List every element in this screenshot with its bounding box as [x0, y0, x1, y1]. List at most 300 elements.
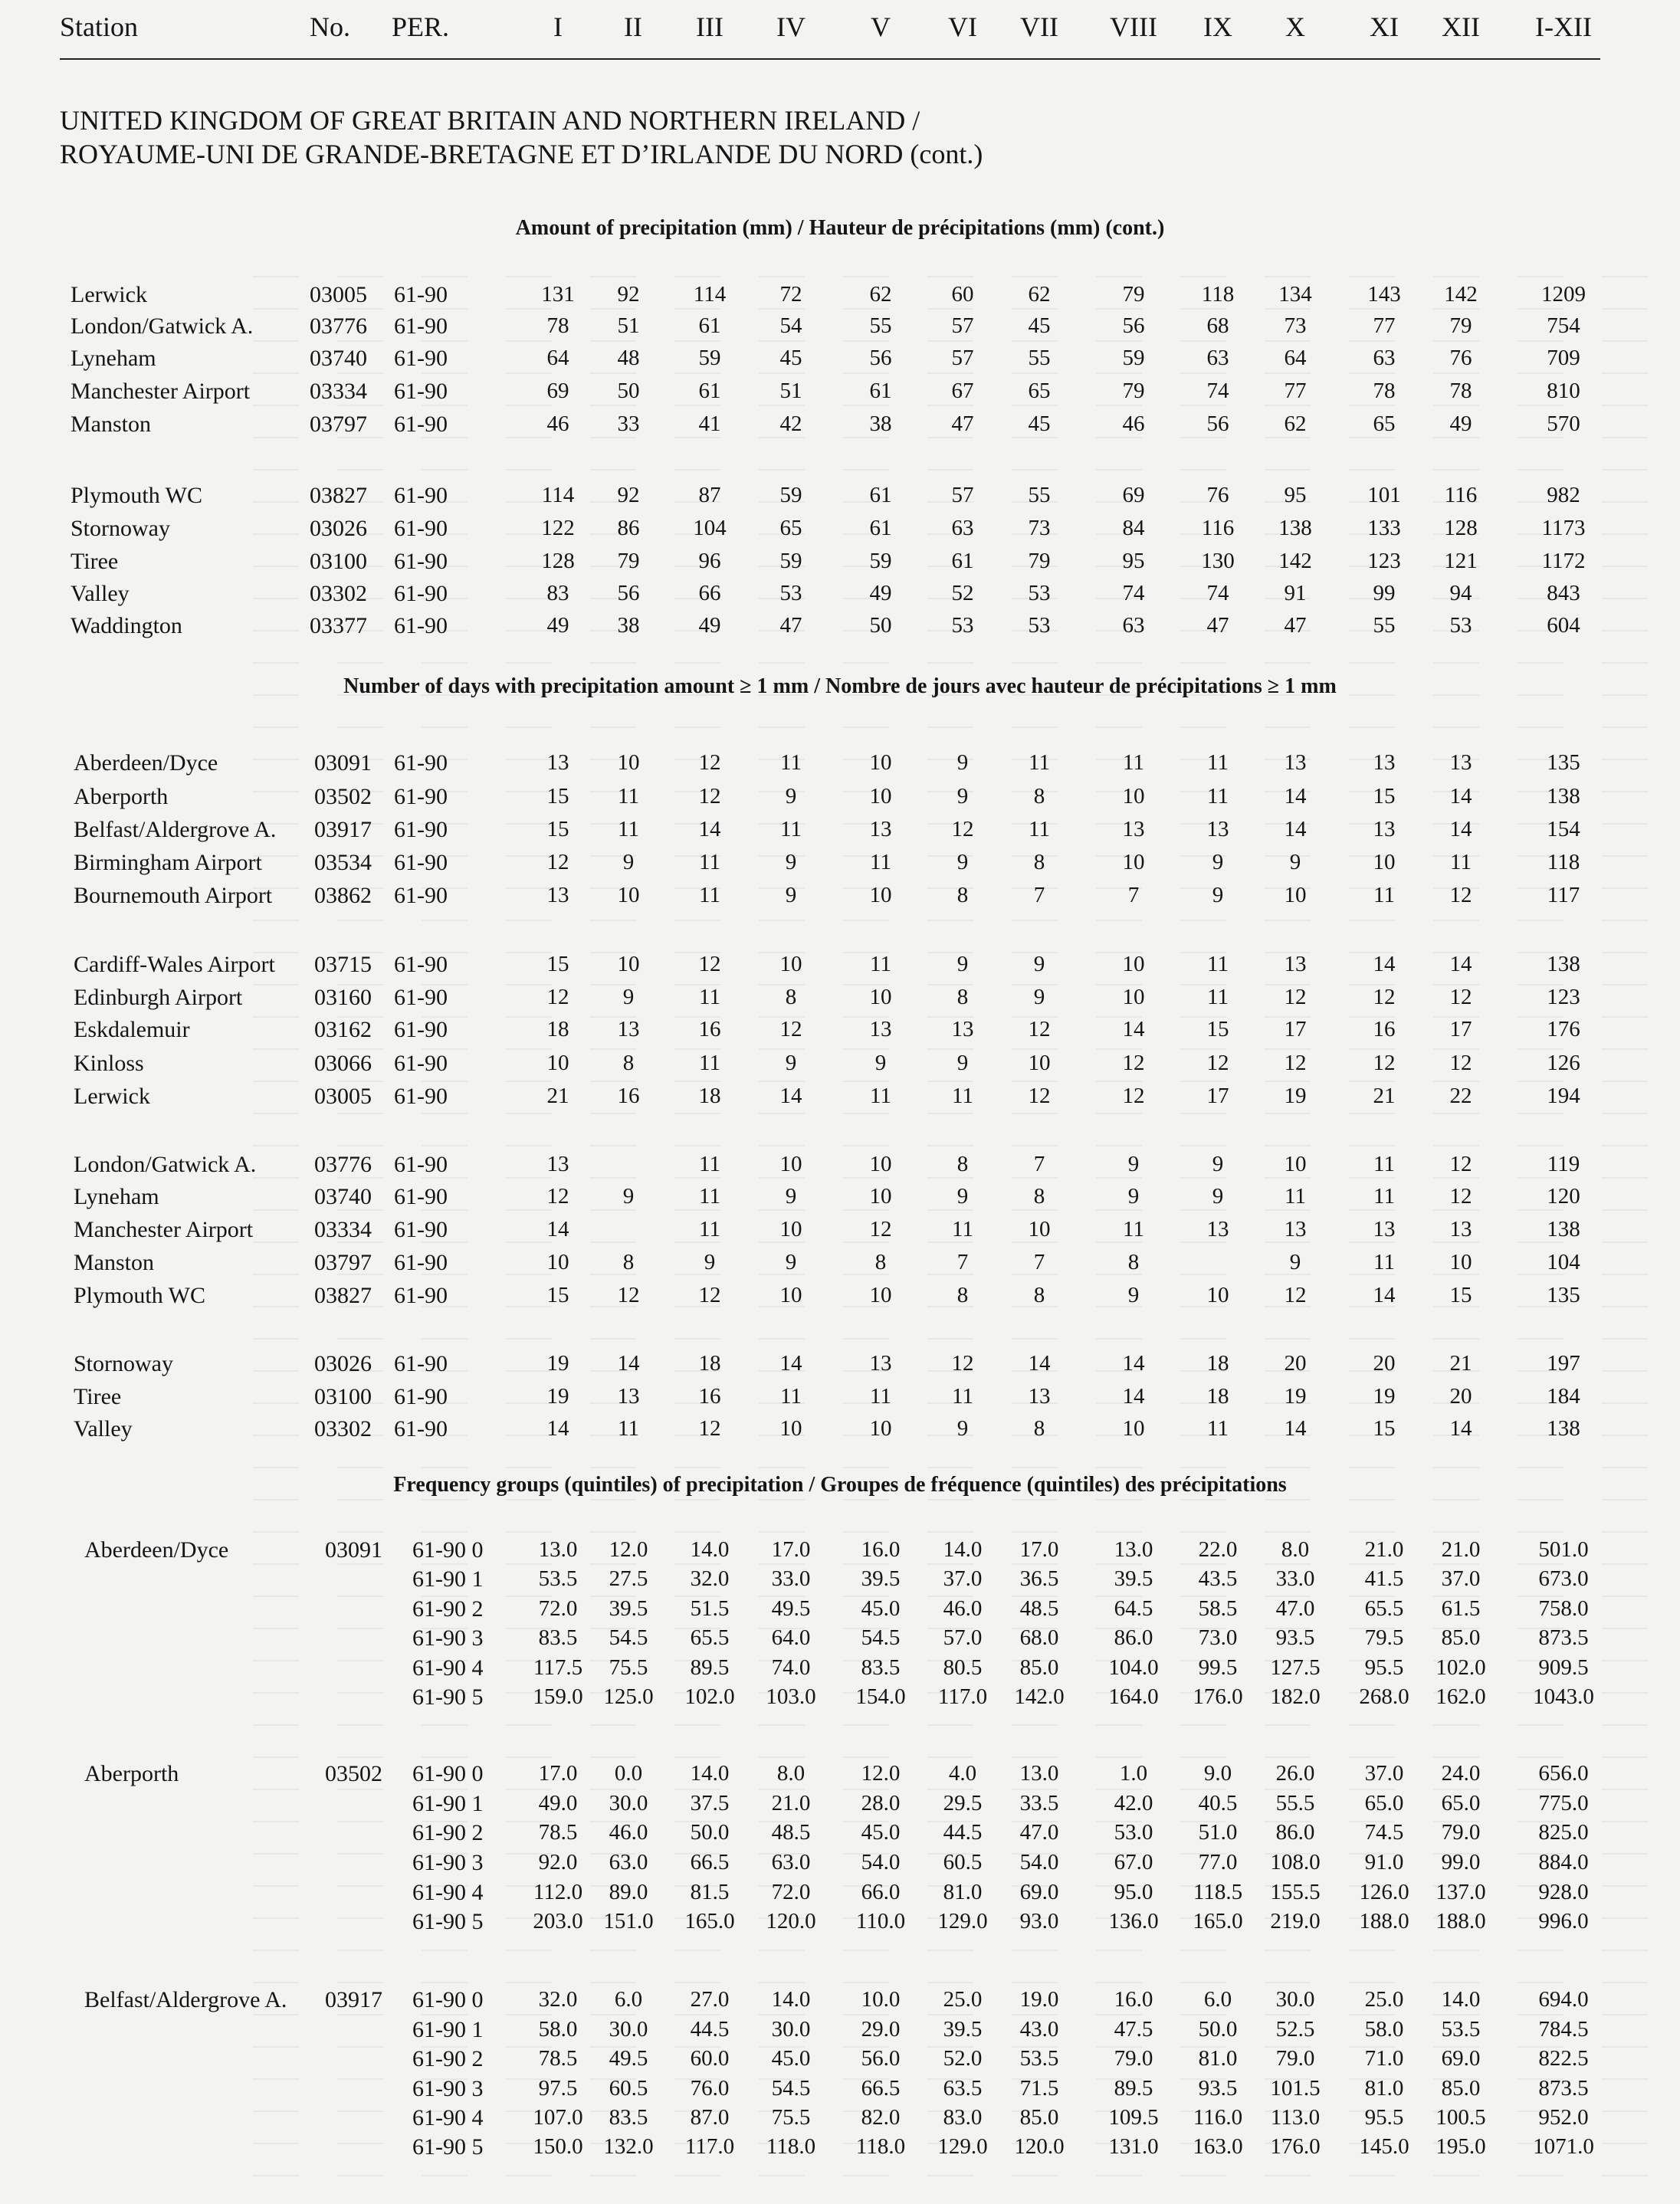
value-cell: 10 [1284, 1152, 1307, 1176]
table-row [0, 784, 1680, 818]
value-cell: 14 [1449, 1416, 1472, 1441]
value-cell: 219.0 [1270, 1909, 1321, 1933]
value-cell: 77.0 [1198, 1850, 1238, 1874]
column-header: I [553, 11, 563, 42]
value-cell: 108.0 [1270, 1850, 1321, 1874]
table-row [0, 282, 1680, 316]
value-cell: 12 [1449, 1152, 1472, 1176]
period: 61-90 [394, 850, 448, 875]
table-row [0, 750, 1680, 784]
value-cell: 8 [1033, 1416, 1045, 1441]
value-cell: 673.0 [1538, 1566, 1589, 1591]
value-cell: 46.0 [943, 1596, 983, 1621]
value-cell: 83.0 [943, 2105, 983, 2130]
station-number: 03026 [314, 1351, 372, 1376]
value-cell: 150.0 [533, 2134, 583, 2159]
value-cell: 19 [1284, 1384, 1307, 1409]
value-cell: 81.0 [1364, 2076, 1404, 2101]
value-cell: 11 [699, 1051, 720, 1075]
value-cell: 21.0 [1364, 1537, 1404, 1562]
bleed-through-line [230, 1338, 1648, 1340]
column-header: III [696, 11, 724, 42]
value-cell: 96 [698, 549, 721, 573]
value-cell: 65.5 [690, 1625, 730, 1650]
value-cell: 137.0 [1436, 1880, 1486, 1904]
value-cell: 13 [869, 1017, 892, 1041]
value-cell: 47 [779, 613, 802, 638]
table-row [0, 1987, 1680, 2021]
value-cell: 51.0 [1198, 1820, 1238, 1845]
period: 61-90 2 [412, 1596, 484, 1622]
value-cell: 16 [617, 1084, 640, 1108]
station-name: Valley [71, 581, 130, 606]
value-cell: 182.0 [1270, 1684, 1321, 1709]
station-number: 03862 [314, 883, 372, 908]
period: 61-90 [394, 483, 448, 508]
value-cell: 78 [546, 313, 569, 338]
value-cell: 91.0 [1364, 1850, 1404, 1874]
period: 61-90 [394, 1283, 448, 1308]
value-cell: 14 [1284, 1416, 1307, 1441]
value-cell: 55 [869, 313, 892, 338]
value-cell: 60 [951, 282, 974, 307]
value-cell: 176.0 [1270, 2134, 1321, 2159]
value-cell: 123 [1367, 549, 1401, 573]
value-cell: 95.5 [1364, 2105, 1404, 2130]
value-cell: 46 [546, 412, 569, 436]
column-header: I-XII [1535, 11, 1592, 42]
station-name: Manston [74, 1250, 154, 1275]
value-cell: 9 [1212, 1184, 1224, 1209]
value-cell: 54 [779, 313, 802, 338]
value-cell: 48.5 [1019, 1596, 1059, 1621]
value-cell: 78 [1373, 379, 1396, 403]
value-cell: 58.0 [1364, 2017, 1404, 2042]
bleed-through-line [230, 1499, 1648, 1500]
table-row [0, 1684, 1680, 1718]
value-cell: 104 [693, 516, 727, 540]
period: 61-90 [394, 784, 448, 809]
value-cell: 10 [869, 1152, 892, 1176]
value-cell: 85.0 [1019, 2105, 1059, 2130]
value-cell: 14 [779, 1084, 802, 1108]
period: 61-90 4 [412, 1655, 484, 1681]
value-cell: 709 [1547, 346, 1580, 370]
value-cell: 64.0 [771, 1625, 811, 1650]
value-cell: 38 [617, 613, 640, 638]
value-cell: 114 [693, 282, 727, 307]
value-cell: 49 [698, 613, 721, 638]
station-number: 03162 [314, 1017, 372, 1042]
table-row [0, 1909, 1680, 1943]
station-name: Edinburgh Airport [74, 985, 243, 1010]
value-cell: 758.0 [1538, 1596, 1589, 1621]
value-cell: 9 [785, 1051, 797, 1075]
table-row [0, 952, 1680, 986]
value-cell: 59 [779, 549, 802, 573]
value-cell: 33 [617, 412, 640, 436]
station-number: 03026 [310, 516, 367, 541]
period: 61-90 5 [412, 1909, 484, 1934]
value-cell: 79 [1122, 379, 1145, 403]
station-number: 03091 [314, 750, 372, 776]
station-name: Plymouth WC [74, 1283, 205, 1308]
value-cell: 93.5 [1198, 2076, 1238, 2101]
value-cell: 59 [1122, 346, 1145, 370]
value-cell: 13 [546, 750, 569, 775]
value-cell: 75.5 [771, 2105, 811, 2130]
value-cell: 117.0 [684, 2134, 735, 2159]
table-row [0, 2134, 1680, 2168]
value-cell: 73 [1028, 516, 1051, 540]
value-cell: 8 [956, 1283, 969, 1307]
value-cell: 165.0 [1193, 1909, 1243, 1933]
value-cell: 45.0 [861, 1596, 901, 1621]
value-cell: 121 [1444, 549, 1478, 573]
value-cell: 20 [1373, 1351, 1396, 1376]
station-name: Valley [74, 1416, 133, 1441]
value-cell: 49.0 [538, 1791, 578, 1815]
value-cell: 26.0 [1275, 1761, 1315, 1786]
bleed-through-line [230, 469, 1648, 471]
value-cell: 11 [699, 850, 720, 874]
value-cell: 873.5 [1538, 1625, 1589, 1650]
value-cell: 197 [1547, 1351, 1580, 1376]
value-cell: 8 [1033, 850, 1045, 874]
value-cell: 95.0 [1114, 1880, 1153, 1904]
value-cell: 125.0 [603, 1684, 654, 1709]
value-cell: 12 [1284, 1283, 1307, 1307]
bleed-through-line [230, 1724, 1648, 1726]
value-cell: 10 [869, 883, 892, 907]
value-cell: 14 [1449, 952, 1472, 976]
value-cell: 9 [622, 850, 635, 874]
value-cell: 12 [1122, 1084, 1145, 1108]
value-cell: 29.5 [943, 1791, 983, 1815]
station-name: Manchester Airport [71, 379, 251, 404]
value-cell: 18 [546, 1017, 569, 1041]
station-name: Eskdalemuir [74, 1017, 190, 1042]
value-cell: 15 [1373, 784, 1396, 808]
value-cell: 154 [1547, 817, 1580, 841]
value-cell: 99.0 [1441, 1850, 1481, 1874]
value-cell: 176.0 [1193, 1684, 1243, 1709]
period: 61-90 1 [412, 1566, 484, 1592]
value-cell: 101.5 [1270, 2076, 1321, 2101]
value-cell: 14 [1284, 784, 1307, 808]
value-cell: 11 [870, 850, 891, 874]
value-cell: 57 [951, 313, 974, 338]
value-cell: 9 [785, 784, 797, 808]
value-cell: 11 [1123, 750, 1144, 775]
value-cell: 83.5 [861, 1655, 901, 1680]
value-cell: 162.0 [1436, 1684, 1486, 1709]
value-cell: 14.0 [690, 1761, 730, 1786]
station-name: Aberdeen/Dyce [74, 750, 218, 776]
value-cell: 50.0 [690, 1820, 730, 1845]
value-cell: 12 [546, 985, 569, 1009]
value-cell: 1.0 [1119, 1761, 1148, 1786]
value-cell: 11 [1029, 817, 1050, 841]
value-cell: 118 [1547, 850, 1580, 874]
value-cell: 12 [1373, 985, 1396, 1009]
value-cell: 85.0 [1019, 1655, 1059, 1680]
station-number: 03005 [310, 282, 367, 307]
value-cell: 9 [1289, 1250, 1301, 1274]
value-cell: 68 [1206, 313, 1229, 338]
value-cell: 14 [1028, 1351, 1051, 1376]
value-cell: 604 [1547, 613, 1580, 638]
value-cell: 51.5 [690, 1596, 730, 1621]
value-cell: 65 [779, 516, 802, 540]
value-cell: 109.5 [1108, 2105, 1159, 2130]
station-number: 03377 [310, 613, 367, 638]
bleed-through-line [230, 276, 1648, 277]
table-row [0, 985, 1680, 1018]
table-row [0, 1820, 1680, 1854]
value-cell: 133 [1367, 516, 1401, 540]
column-header: XI [1370, 11, 1399, 42]
value-cell: 14.0 [943, 1537, 983, 1562]
value-cell: 83 [546, 581, 569, 605]
value-cell: 101 [1367, 483, 1401, 507]
station-number: 03502 [325, 1761, 382, 1786]
period: 61-90 [394, 1250, 448, 1275]
value-cell: 14 [546, 1217, 569, 1241]
table-row [0, 549, 1680, 582]
value-cell: 12 [1028, 1084, 1051, 1108]
column-header: XII [1442, 11, 1480, 42]
value-cell: 127.5 [1270, 1655, 1321, 1680]
station-number: 03797 [310, 412, 367, 437]
value-cell: 97.5 [538, 2076, 578, 2101]
value-cell: 12.0 [861, 1761, 901, 1786]
value-cell: 194 [1547, 1084, 1580, 1108]
value-cell: 19 [1284, 1084, 1307, 1108]
table-row [0, 581, 1680, 615]
value-cell: 16.0 [1114, 1987, 1153, 2012]
value-cell: 10 [1122, 784, 1145, 808]
value-cell: 14.0 [1441, 1987, 1481, 2012]
value-cell: 9 [1127, 1184, 1140, 1209]
period: 61-90 1 [412, 2017, 484, 2042]
value-cell: 155.5 [1270, 1880, 1321, 1904]
value-cell: 69 [546, 379, 569, 403]
value-cell: 16 [1373, 1017, 1396, 1041]
value-cell: 42.0 [1114, 1791, 1153, 1815]
value-cell: 37.0 [1441, 1566, 1481, 1591]
period: 61-90 [394, 379, 448, 404]
value-cell: 9 [785, 883, 797, 907]
value-cell: 55 [1028, 483, 1051, 507]
value-cell: 754 [1547, 313, 1580, 338]
period: 61-90 [394, 313, 448, 339]
value-cell: 501.0 [1538, 1537, 1589, 1562]
column-header: VI [948, 11, 977, 42]
value-cell: 99.5 [1198, 1655, 1238, 1680]
value-cell: 40.5 [1198, 1791, 1238, 1815]
table-row [0, 613, 1680, 647]
value-cell: 49 [869, 581, 892, 605]
period: 61-90 [394, 1351, 448, 1376]
value-cell: 822.5 [1538, 2046, 1589, 2071]
table-row [0, 1761, 1680, 1795]
country-title-line-2: ROYAUME-UNI DE GRANDE-BRETAGNE ET D’IRLANDE DU NORD (cont.) [60, 139, 983, 169]
value-cell: 9 [1033, 952, 1045, 976]
value-cell: 59 [869, 549, 892, 573]
value-cell: 8 [1033, 784, 1045, 808]
value-cell: 17.0 [538, 1761, 578, 1786]
value-cell: 138 [1547, 1416, 1580, 1441]
value-cell: 7 [956, 1250, 969, 1274]
value-cell: 14 [546, 1416, 569, 1441]
station-number: 03302 [314, 1416, 372, 1441]
period: 61-90 [394, 952, 448, 977]
station-name: Aberdeen/Dyce [84, 1537, 229, 1563]
value-cell: 10 [1122, 850, 1145, 874]
period: 61-90 [394, 1084, 448, 1109]
station-name: London/Gatwick A. [71, 313, 254, 339]
value-cell: 12 [698, 952, 721, 976]
column-header: V [871, 11, 891, 42]
value-cell: 57 [951, 346, 974, 370]
period: 61-90 2 [412, 1820, 484, 1845]
value-cell: 95 [1122, 549, 1145, 573]
value-cell: 58.0 [538, 2017, 578, 2042]
value-cell: 10 [869, 750, 892, 775]
value-cell: 14 [1284, 817, 1307, 841]
value-cell: 79.0 [1114, 2046, 1153, 2071]
value-cell: 27.0 [690, 1987, 730, 2012]
value-cell: 126 [1547, 1051, 1580, 1075]
value-cell: 9 [956, 750, 969, 775]
value-cell: 12 [1284, 1051, 1307, 1075]
value-cell: 86 [617, 516, 640, 540]
value-cell: 78.5 [538, 2046, 578, 2071]
value-cell: 10 [1122, 1416, 1145, 1441]
value-cell: 13 [1284, 750, 1307, 775]
value-cell: 30.0 [771, 2017, 811, 2042]
value-cell: 61 [698, 313, 721, 338]
value-cell: 56 [1206, 412, 1229, 436]
value-cell: 810 [1547, 379, 1580, 403]
value-cell: 27.5 [609, 1566, 648, 1591]
station-name: Lerwick [71, 282, 147, 307]
value-cell: 11 [952, 1217, 973, 1241]
value-cell: 51 [617, 313, 640, 338]
value-cell: 56 [617, 581, 640, 605]
value-cell: 47.0 [1275, 1596, 1315, 1621]
value-cell: 33.0 [771, 1566, 811, 1591]
value-cell: 10 [1373, 850, 1396, 874]
value-cell: 120 [1547, 1184, 1580, 1209]
value-cell: 45 [779, 346, 802, 370]
value-cell: 45.0 [771, 2046, 811, 2071]
value-cell: 30.0 [1275, 1987, 1315, 2012]
value-cell: 66.5 [690, 1850, 730, 1874]
station-number: 03827 [310, 483, 367, 508]
table-row [0, 379, 1680, 412]
value-cell: 114 [541, 483, 575, 507]
value-cell: 135 [1547, 750, 1580, 775]
value-cell: 45 [1028, 412, 1051, 436]
value-cell: 66.0 [861, 1880, 901, 1904]
value-cell: 12 [869, 1217, 892, 1241]
value-cell: 86.0 [1114, 1625, 1153, 1650]
table-row [0, 1625, 1680, 1659]
value-cell: 72.0 [771, 1880, 811, 1904]
station-name: Aberporth [74, 784, 169, 809]
value-cell: 135 [1547, 1283, 1580, 1307]
value-cell: 9 [622, 1184, 635, 1209]
value-cell: 61 [869, 379, 892, 403]
value-cell: 64 [1284, 346, 1307, 370]
station-number: 03334 [314, 1217, 372, 1242]
value-cell: 116 [1201, 516, 1235, 540]
value-cell: 43.0 [1019, 2017, 1059, 2042]
value-cell: 13 [869, 1351, 892, 1376]
value-cell: 8 [622, 1250, 635, 1274]
value-cell: 61 [869, 483, 892, 507]
value-cell: 9 [956, 1184, 969, 1209]
value-cell: 12 [1449, 1051, 1472, 1075]
value-cell: 46 [1122, 412, 1145, 436]
value-cell: 9 [1289, 850, 1301, 874]
value-cell: 129.0 [937, 1909, 988, 1933]
value-cell: 8 [956, 1152, 969, 1176]
value-cell: 19.0 [1019, 1987, 1059, 2012]
value-cell: 123 [1547, 985, 1580, 1009]
value-cell: 19 [546, 1351, 569, 1376]
value-cell: 163.0 [1193, 2134, 1243, 2159]
period: 61-90 [394, 1017, 448, 1042]
value-cell: 66.5 [861, 2076, 901, 2101]
value-cell: 8 [622, 1051, 635, 1075]
value-cell: 151.0 [603, 1909, 654, 1933]
table-row [0, 1850, 1680, 1884]
station-name: Stornoway [74, 1351, 173, 1376]
value-cell: 78.5 [538, 1820, 578, 1845]
value-cell: 12 [546, 1184, 569, 1209]
value-cell: 118.5 [1193, 1880, 1243, 1904]
value-cell: 10 [1028, 1217, 1051, 1241]
value-cell: 117.0 [937, 1684, 988, 1709]
period: 61-90 [394, 516, 448, 541]
value-cell: 570 [1547, 412, 1580, 436]
value-cell: 11 [1207, 985, 1229, 1009]
value-cell: 7 [1033, 1250, 1045, 1274]
value-cell: 41 [698, 412, 721, 436]
value-cell: 4.0 [948, 1761, 977, 1786]
value-cell: 30.0 [609, 1791, 648, 1815]
value-cell: 22.0 [1198, 1537, 1238, 1562]
value-cell: 117.5 [533, 1655, 583, 1680]
value-cell: 13 [617, 1384, 640, 1409]
value-cell: 74.0 [771, 1655, 811, 1680]
value-cell: 884.0 [1538, 1850, 1589, 1874]
value-cell: 56.0 [861, 2046, 901, 2071]
period: 61-90 [394, 282, 448, 307]
value-cell: 1043.0 [1533, 1684, 1594, 1709]
period: 61-90 [394, 1152, 448, 1177]
value-cell: 9 [1212, 883, 1224, 907]
value-cell: 38 [869, 412, 892, 436]
value-cell: 54.5 [771, 2076, 811, 2101]
value-cell: 14.0 [690, 1537, 730, 1562]
value-cell: 188.0 [1359, 1909, 1409, 1933]
value-cell: 9 [1127, 1283, 1140, 1307]
value-cell: 15 [546, 817, 569, 841]
